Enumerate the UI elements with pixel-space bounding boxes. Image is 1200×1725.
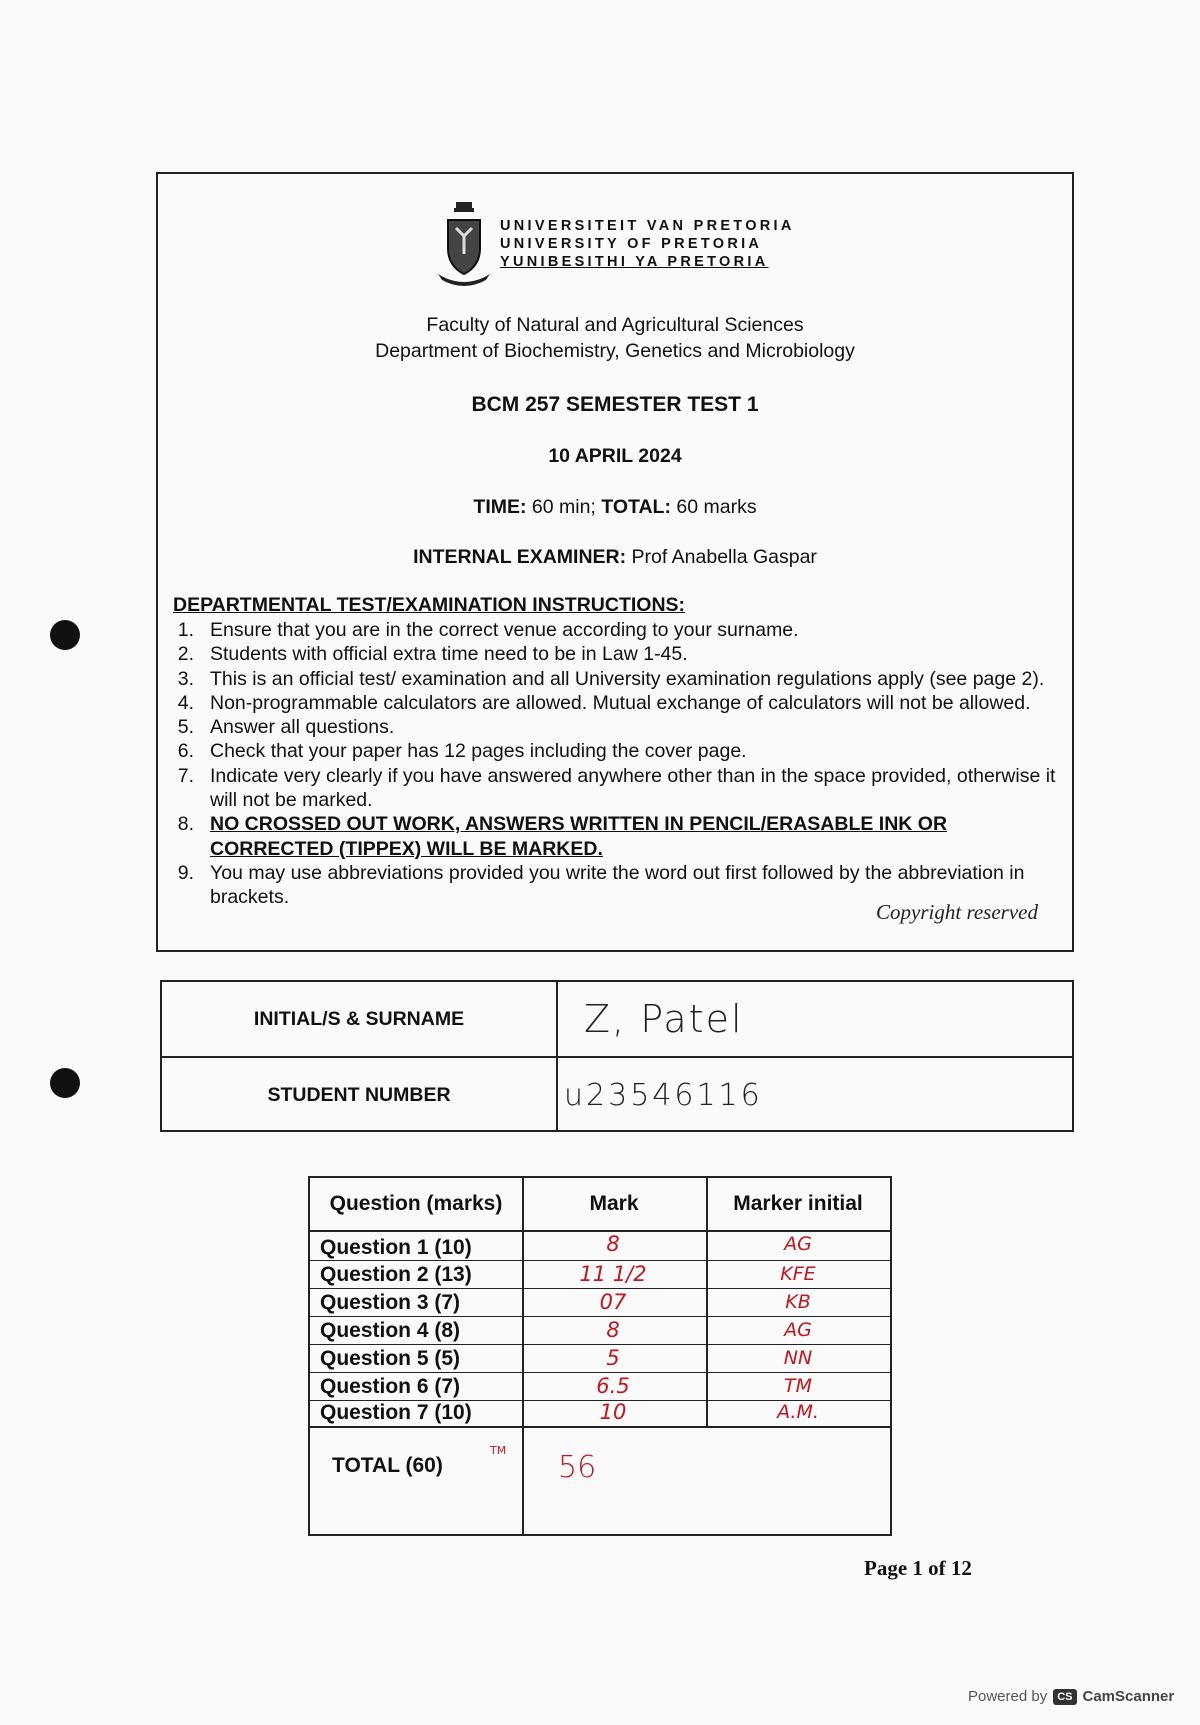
instruction-item: 2. Students with official extra time need to be in Law 1-45. <box>177 643 688 666</box>
mark-1: 8 <box>606 1232 620 1256</box>
mark-2: 11 1/2 <box>579 1262 647 1286</box>
mark-4: 8 <box>606 1318 620 1342</box>
department-name: Department of Biochemistry, Genetics and Microbiology <box>375 340 855 362</box>
camscanner-watermark <box>968 1688 1174 1705</box>
student-info-table <box>160 980 1074 1132</box>
question-3: Question 3 (7) <box>320 1291 461 1314</box>
instruction-item: 1. Ensure that you are in the correct venue according to your surname. <box>177 619 799 641</box>
punch-hole-bottom <box>50 1068 80 1098</box>
student-number-label: STUDENT NUMBER <box>162 1058 558 1132</box>
instruction-item: 3. This is an official test/ examination and all University examination regulations apply (see page 2). <box>177 667 1045 690</box>
time-total-line <box>158 496 1072 519</box>
mark-5: 5 <box>606 1346 620 1370</box>
examiner-label: INTERNAL EXAMINER: <box>413 546 627 568</box>
crest-icon <box>434 194 494 294</box>
instruction-item: 9. You may use abbreviations provided you write the word out first followed by the abbreviation in brackets. <box>177 861 1025 909</box>
university-name-sepedi: YUNIBESITHI YA PRETORIA <box>500 254 769 270</box>
question-6: Question 6 (7) <box>320 1375 461 1398</box>
total-mark: 56 <box>558 1450 597 1485</box>
camscanner-logo-icon: CS <box>1053 1689 1076 1705</box>
mark-3: 07 <box>599 1290 627 1314</box>
name-field[interactable]: Z, Patel <box>584 997 744 1041</box>
test-date: 10 APRIL 2024 <box>548 445 682 467</box>
name-row <box>162 982 1072 1056</box>
question-5: Question 5 (5) <box>320 1347 461 1370</box>
instruction-item: 6. Check that your paper has 12 pages including the cover page. <box>177 740 747 763</box>
instruction-item: 8. NO CROSSED OUT WORK, ANSWERS WRITTEN IN PENCIL/ERASABLE INK OR CORRECTED (TIPPEX) WILL BE MARKED. <box>177 813 948 860</box>
marker-initial-3: KB <box>785 1291 811 1313</box>
time-value: 60 min; <box>531 496 596 518</box>
total-label: TOTAL (60) <box>332 1454 443 1477</box>
instructions-list <box>168 618 1058 910</box>
question-1: Question 1 (10) <box>320 1236 472 1259</box>
copyright-notice: Copyright reserved <box>876 900 1038 924</box>
marker-initial-1: AG <box>784 1233 812 1255</box>
test-title: BCM 257 SEMESTER TEST 1 <box>471 393 759 416</box>
question-4: Question 4 (8) <box>320 1319 461 1342</box>
marker-initial-4: AG <box>784 1319 812 1341</box>
marker-header: Marker initial <box>733 1192 863 1215</box>
mark-7: 10 <box>599 1400 627 1424</box>
university-name-afrikaans: UNIVERSITEIT VAN PRETORIA <box>500 218 795 234</box>
total-value: 60 marks <box>676 496 757 518</box>
cover-box <box>156 172 1074 952</box>
examiner-name: Prof Anabella Gaspar <box>631 546 817 568</box>
name-label: INITIAL/S & SURNAME <box>162 982 558 1056</box>
student-number-row <box>162 1056 1072 1132</box>
question-header: Question (marks) <box>329 1192 503 1215</box>
instruction-item: 4. Non-programmable calculators are allowed. Mutual exchange of calculators will not be allowed. <box>177 691 1031 714</box>
page-number: Page 1 of 12 <box>864 1556 972 1580</box>
marker-initial-5: NN <box>783 1347 813 1369</box>
punch-hole-top <box>50 620 80 650</box>
total-label: TOTAL: <box>601 496 671 518</box>
marker-initial-7: A.M. <box>777 1401 819 1423</box>
marks-table <box>308 1176 892 1536</box>
time-label: TIME: <box>473 496 527 518</box>
university-logo <box>434 194 814 294</box>
mark-6: 6.5 <box>596 1374 630 1398</box>
total-marker-initial: TM <box>490 1444 507 1457</box>
university-name-english: UNIVERSITY OF PRETORIA <box>500 236 763 252</box>
instructions-heading: DEPARTMENTAL TEST/EXAMINATION INSTRUCTIONS: <box>173 594 686 616</box>
instruction-item: 5. Answer all questions. <box>177 716 395 739</box>
faculty-name: Faculty of Natural and Agricultural Sciences <box>426 314 804 336</box>
instruction-item: 7. Indicate very clearly if you have answered anywhere other than in the space provided, otherwise it will not be marked. <box>177 764 1056 812</box>
powered-by-text: Powered by <box>968 1688 1048 1705</box>
camscanner-name: CamScanner <box>1082 1688 1175 1705</box>
student-number-field[interactable]: u23546116 <box>564 1077 763 1113</box>
marker-initial-6: TM <box>784 1375 812 1397</box>
question-2: Question 2 (13) <box>320 1263 472 1286</box>
marker-initial-2: KFE <box>780 1263 816 1285</box>
mark-header: Mark <box>589 1192 639 1215</box>
question-7: Question 7 (10) <box>320 1401 472 1424</box>
examiner-line <box>158 546 1072 569</box>
